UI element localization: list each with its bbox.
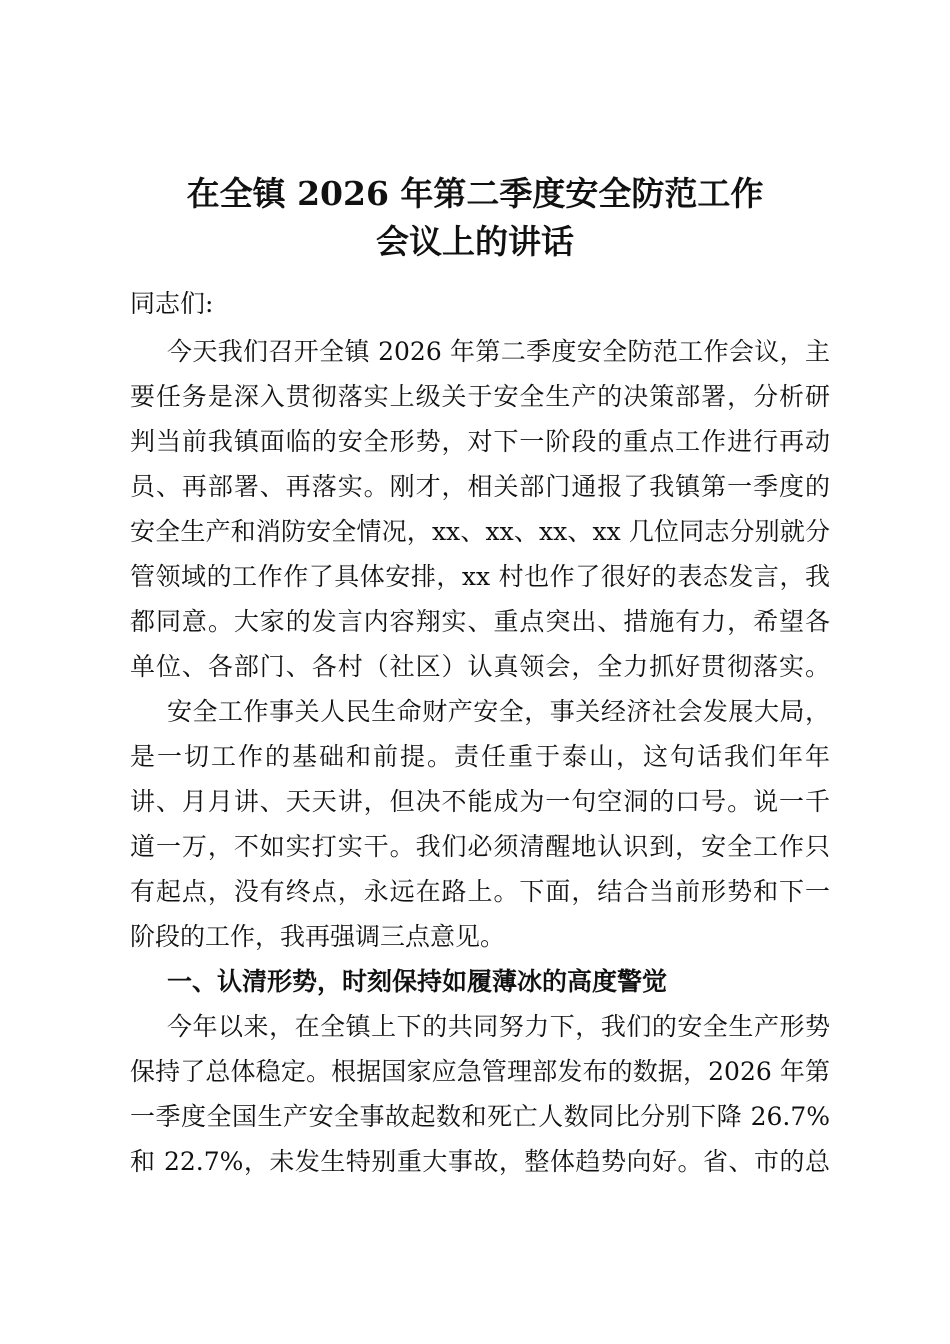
paragraph-2-line: 讲、月月讲、天天讲，但决不能成为一句空洞的口号。说一千 [130, 787, 830, 816]
paragraph-2-line: 有起点，没有终点，永远在路上。下面，结合当前形势和下一 [130, 877, 830, 906]
paragraph-1-line: 判当前我镇面临的安全形势，对下一阶段的重点工作进行再动 [130, 427, 830, 456]
paragraph-3-line: 保持了总体稳定。根据国家应急管理部发布的数据，2026 年第 [130, 1057, 830, 1086]
paragraph-1-line: 今天我们召开全镇 2026 年第二季度安全防范工作会议，主 [167, 337, 830, 366]
paragraph-2-line: 是一切工作的基础和前提。责任重于泰山，这句话我们年年 [130, 742, 830, 771]
paragraph-3-line: 一季度全国生产安全事故起数和死亡人数同比分别下降 26.7% [130, 1102, 830, 1131]
paragraph-1-line: 安全生产和消防安全情况，xx、xx、xx、xx 几位同志分别就分 [130, 517, 830, 546]
paragraph-1-line: 管领域的工作作了具体安排，xx 村也作了很好的表态发言，我 [130, 562, 830, 591]
paragraph-2-line: 安全工作事关人民生命财产安全，事关经济社会发展大局， [167, 697, 830, 726]
paragraph-1-line: 单位、各部门、各村（社区）认真领会，全力抓好贯彻落实。 [130, 652, 830, 681]
paragraph-3-line: 和 22.7%，未发生特别重大事故，整体趋势向好。省、市的总 [130, 1147, 830, 1176]
salutation: 同志们: [130, 289, 214, 318]
document-title-line-1: 在全镇 2026 年第二季度安全防范工作 [186, 174, 764, 213]
paragraph-2-line: 阶段的工作，我再强调三点意见。 [130, 922, 506, 951]
paragraph-1-line: 要任务是深入贯彻落实上级关于安全生产的决策部署，分析研 [130, 382, 830, 411]
paragraph-3-line: 今年以来，在全镇上下的共同努力下，我们的安全生产形势 [167, 1012, 830, 1041]
section-heading-1: 一、认清形势，时刻保持如履薄冰的高度警觉 [167, 967, 668, 996]
paragraph-2-line: 道一万，不如实打实干。我们必须清醒地认识到，安全工作只 [130, 832, 830, 861]
document-title-line-2: 会议上的讲话 [376, 222, 574, 261]
paragraph-1-line: 员、再部署、再落实。刚才，相关部门通报了我镇第一季度的 [130, 472, 830, 501]
paragraph-1-line: 都同意。大家的发言内容翔实、重点突出、措施有力，希望各 [130, 607, 830, 636]
